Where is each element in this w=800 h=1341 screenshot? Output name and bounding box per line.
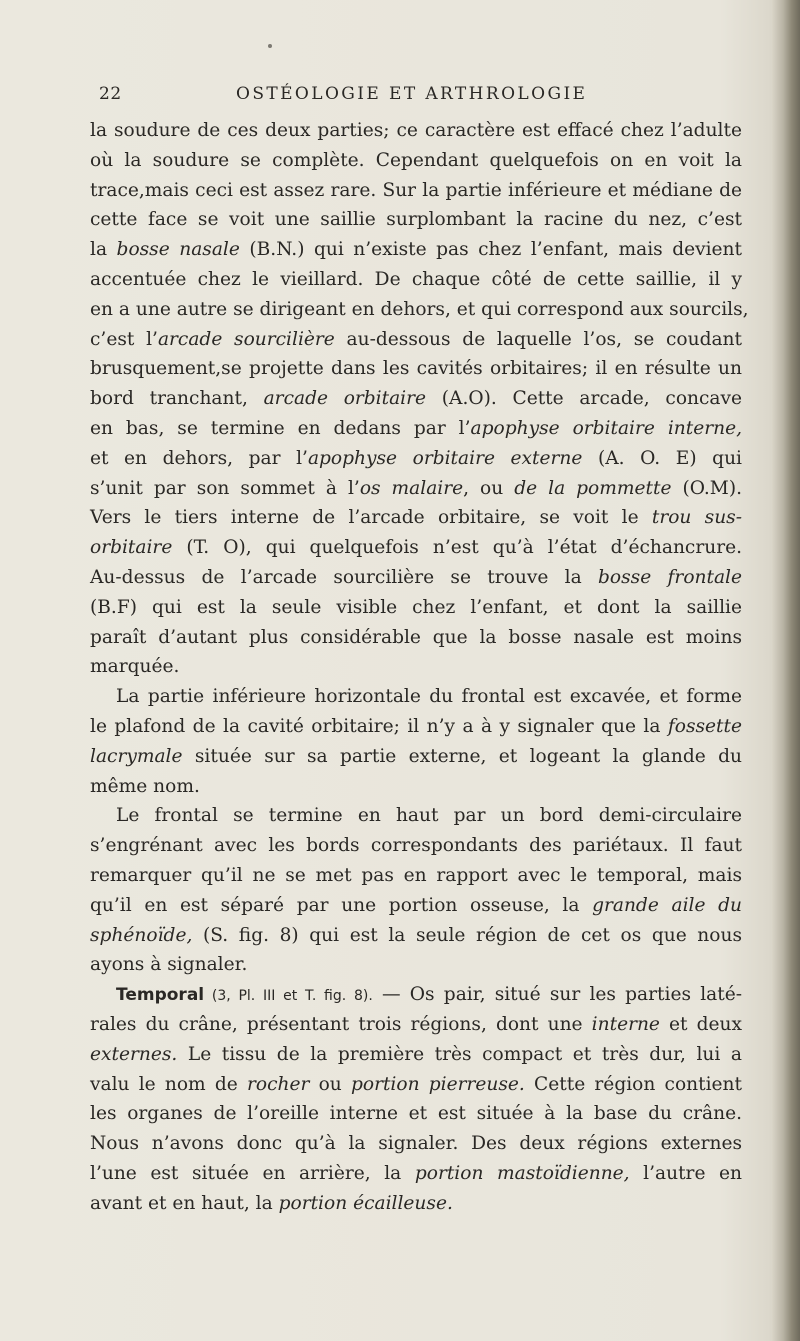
text-run: la: [90, 239, 117, 261]
text-run: située sur sa partie externe, et logeant la glande du: [182, 745, 742, 767]
text-line: [90, 950, 742, 980]
italic-term: os malaire: [359, 477, 464, 499]
text-run: Nous n’avons donc qu’à la signaler. Des deux régions externes: [90, 1133, 742, 1155]
text-line: [90, 176, 742, 206]
text-run: Le frontal se termine en haut par un bord demi-circulaire: [116, 805, 742, 827]
text-line: [90, 146, 742, 176]
text-line: [90, 444, 742, 474]
text-run: s’engrénant avec les bords correspondants des pariétaux. Il faut: [90, 835, 742, 857]
text-line: [90, 474, 742, 504]
text-line: [90, 1159, 742, 1189]
text-line: [90, 1070, 742, 1100]
text-run: c’est l’: [90, 328, 158, 350]
text-line: [90, 980, 742, 1010]
text-run: ayons à signaler.: [90, 954, 248, 976]
page-spine-edge: [772, 0, 800, 1341]
text-line: [90, 1040, 742, 1070]
italic-term: apophyse orbitaire externe: [307, 447, 583, 469]
text-line: [90, 563, 742, 593]
text-run: (O.M).: [671, 477, 742, 499]
text-run: , ou: [463, 477, 515, 499]
text-run: remarquer qu’il ne se met pas en rapport avec le temporal, mais: [90, 864, 742, 886]
text-run: — Os pair, situé sur les parties laté-: [372, 984, 742, 1006]
text-line: [90, 354, 742, 384]
italic-term: orbitaire: [90, 537, 173, 559]
italic-term: sphénoïde,: [90, 924, 193, 946]
text-line: [90, 861, 742, 891]
text-run: (A. O. E) qui: [582, 447, 743, 469]
text-run: (B.N.) qui n’existe pas chez l’enfant, mais devient: [239, 239, 743, 261]
text-run: le plafond de la cavité orbitaire; il n’y a à y signaler que la: [90, 715, 668, 737]
text-line: [90, 1189, 742, 1219]
italic-term: arcade orbitaire: [263, 388, 427, 410]
text-run: Au-dessus de l’arcade sourcilière se trouve la: [90, 566, 599, 588]
text-line: [90, 921, 742, 951]
text-line: [90, 265, 742, 295]
text-line: [90, 116, 742, 146]
text-line: [90, 1010, 742, 1040]
italic-term: arcade sourcilière: [157, 328, 335, 350]
text-run: en a une autre se dirigeant en dehors, et qui correspond aux sourcils,: [90, 298, 749, 320]
text-line: [90, 712, 742, 742]
text-line: [90, 623, 742, 653]
text-run: La partie inférieure horizontale du frontal est excavée, et forme: [116, 686, 742, 708]
text-run: et deux: [659, 1013, 742, 1035]
running-title: OSTÉOLOGIE ET ARTHROLOGIE: [236, 84, 588, 104]
italic-term: externes.: [90, 1043, 178, 1065]
text-run: cette face se voit une saillie surplombant la racine du nez, c’est: [90, 209, 742, 231]
ink-speck: [268, 44, 272, 48]
text-run: bord tranchant,: [90, 388, 264, 410]
text-line: [90, 414, 742, 444]
italic-term: portion mastoïdienne,: [414, 1162, 630, 1184]
text-run: ou: [309, 1073, 351, 1095]
text-run: la soudure de ces deux parties; ce caractère est effacé chez l’adulte: [90, 120, 742, 141]
text-run: (T. O), qui quelquefois n’est qu’à l’état d’échancrure.: [172, 537, 742, 559]
text-run: qu’il en est séparé par une portion osseuse, la: [90, 894, 593, 916]
text-run: et en dehors, par l’: [90, 447, 308, 469]
italic-term: bosse frontale: [598, 566, 742, 588]
italic-term: portion pierreuse.: [350, 1073, 525, 1095]
text-run: Le tissu de la première très compact et très dur, lui a: [177, 1043, 742, 1065]
text-line: [90, 325, 742, 355]
text-line: [90, 384, 742, 414]
text-run: paraît d’autant plus considérable que la bosse nasale est moins: [90, 626, 742, 648]
section-heading: Temporal: [116, 985, 205, 1006]
text-run: rales du crâne, présentant trois régions, dont une: [90, 1013, 592, 1035]
text-run: où la soudure se complète. Cependant quelquefois on en voit la: [90, 149, 742, 171]
body-text: [90, 116, 749, 1218]
text-line: [90, 831, 742, 861]
text-line: [90, 742, 742, 772]
text-run: Cette région contient: [524, 1073, 742, 1095]
text-line: [90, 772, 742, 802]
text-line: [90, 295, 749, 325]
text-line: [90, 1129, 742, 1159]
text-run: marquée.: [90, 656, 180, 678]
text-line: [90, 235, 742, 265]
page-number: 22: [99, 84, 122, 104]
text-run: même nom.: [90, 775, 200, 797]
text-run: Vers le tiers interne de l’arcade orbitaire, se voit le: [90, 507, 652, 529]
italic-term: lacrymale: [90, 745, 183, 767]
figure-reference: (3, Pl. III et T. fig. 8).: [204, 988, 373, 1005]
text-line: [90, 533, 742, 563]
italic-term: interne: [591, 1013, 660, 1035]
text-run: (B.F) qui est la seule visible chez l’enfant, et dont la saillie: [90, 596, 742, 618]
text-run: les organes de l’oreille interne et est située à la base du crâne.: [90, 1103, 742, 1125]
text-run: brusquement,se projette dans les cavités orbitaires; il en résulte un: [90, 358, 742, 380]
italic-term: rocher: [247, 1073, 310, 1095]
text-line: [90, 205, 742, 235]
text-run: au-dessous de laquelle l’os, se coudant: [334, 328, 742, 350]
text-run: trace,mais ceci est assez rare. Sur la partie inférieure et médiane de: [90, 179, 742, 201]
text-run: s’unit par son sommet à l’: [90, 477, 360, 499]
text-run: l’une est située en arrière, la: [90, 1162, 415, 1184]
text-run: (A.O). Cette arcade, concave: [426, 388, 742, 410]
text-run: valu le nom de: [90, 1073, 247, 1095]
text-run: en bas, se termine en dedans par l’: [90, 417, 471, 439]
italic-term: trou sus-: [651, 507, 742, 529]
text-line: [90, 1099, 742, 1129]
text-line: [90, 593, 742, 623]
italic-term: de la pommette: [514, 477, 672, 499]
text-run: accentuée chez le vieillard. De chaque côté de cette saillie, il y: [90, 268, 742, 290]
italic-term: portion écailleuse.: [278, 1192, 453, 1214]
italic-term: bosse nasale: [116, 239, 240, 261]
text-line: [90, 503, 742, 533]
text-run: (S. fig. 8) qui est la seule région de cet os que nous: [192, 924, 742, 946]
text-line: [90, 682, 742, 712]
text-run: l’autre en: [629, 1162, 742, 1184]
text-run: avant et en haut, la: [90, 1192, 279, 1214]
text-line: [90, 891, 742, 921]
italic-term: grande aile du: [592, 894, 742, 916]
text-line: [90, 801, 742, 831]
text-line: [90, 652, 742, 682]
italic-term: fossette: [667, 715, 742, 737]
italic-term: apophyse orbitaire interne,: [470, 417, 743, 439]
running-head: [99, 84, 619, 108]
